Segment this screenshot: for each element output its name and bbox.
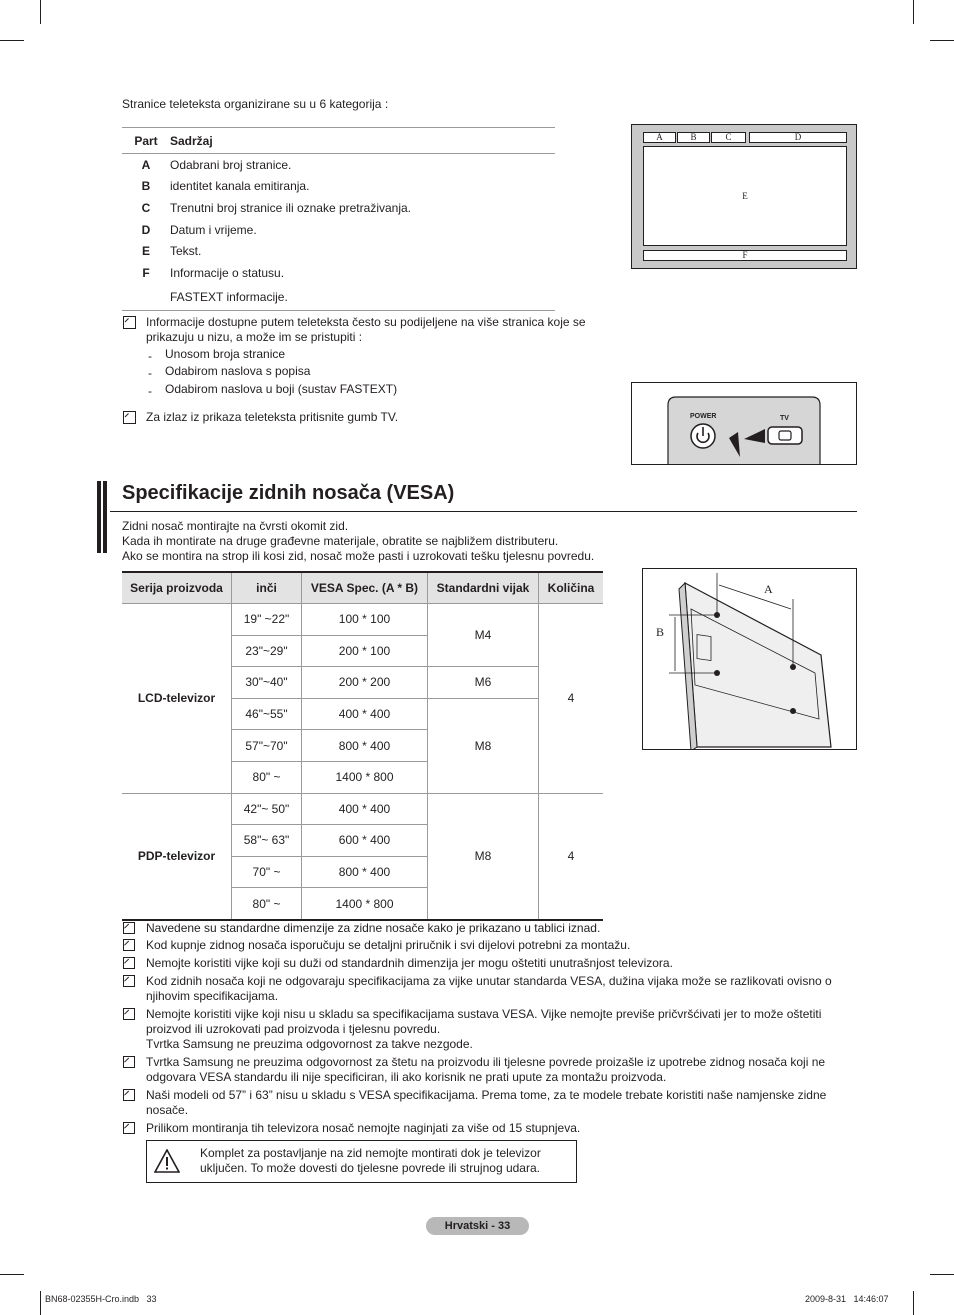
crop-mark bbox=[0, 40, 24, 41]
note-text: Kod kupnje zidnog nosača isporučuju se detaljni priručnik i svi dijelovi potrebni za montažu. bbox=[146, 938, 631, 952]
warning-box bbox=[146, 1140, 577, 1183]
part-key: C bbox=[141, 200, 151, 215]
col-header: Standardni vijak bbox=[428, 572, 539, 604]
vesa-spec: 400 * 400 bbox=[302, 698, 428, 730]
part-key bbox=[122, 284, 170, 311]
part-key: B bbox=[141, 179, 151, 194]
note-text: Kod zidnih nosača koji ne odgovaraju specifikacijama za vijke unutar standarda VESA, dužina vijaka može se razlikovati ovisno o njihovim specifikacijama. bbox=[146, 974, 832, 1003]
crop-mark bbox=[930, 40, 954, 41]
crop-mark bbox=[40, 1291, 41, 1315]
note-icon bbox=[123, 1008, 135, 1020]
vesa-spec: 400 * 400 bbox=[302, 793, 428, 825]
screen-label-d: D bbox=[749, 132, 847, 143]
info-bullet: Unosom broja stranice bbox=[165, 347, 286, 361]
crop-mark bbox=[40, 0, 41, 24]
screw-size: M8 bbox=[428, 793, 539, 920]
remote-diagram bbox=[631, 382, 857, 465]
note-text: Nemojte koristiti vijke koji su duži od standardnih dimenzija jer mogu oštetiti unutrašnjost televizora. bbox=[146, 956, 673, 970]
diagram-label-b: B bbox=[656, 625, 665, 639]
vesa-spec: 800 * 400 bbox=[302, 856, 428, 888]
crop-mark bbox=[930, 1274, 954, 1275]
col-content: Sadržaj bbox=[170, 128, 555, 154]
section-intro-line: Ako se montira na strop ili kosi zid, nosač može pasti i uzrokovati tešku tjelesnu povredu. bbox=[122, 549, 595, 563]
exit-note: Za izlaz iz prikaza teleteksta pritisnite gumb TV. bbox=[146, 410, 399, 424]
note-icon bbox=[123, 1056, 135, 1068]
screw-size: M8 bbox=[428, 698, 539, 793]
vesa-spec: 200 * 200 bbox=[302, 667, 428, 699]
vesa-spec-table bbox=[122, 571, 603, 921]
note-text: Navedene su standardne dimenzije za zidne nosače kako je prikazano u tablici iznad. bbox=[146, 921, 601, 935]
section-marker bbox=[103, 481, 107, 553]
part-desc: Datum i vrijeme. bbox=[170, 222, 257, 237]
inch-range: 42"~ 50" bbox=[232, 793, 302, 825]
part-desc: Informacije o statusu. bbox=[170, 265, 285, 280]
inch-range: 57"~70" bbox=[232, 730, 302, 762]
teletext-screen-diagram bbox=[631, 124, 857, 269]
inch-range: 19" ~22" bbox=[232, 604, 302, 636]
note-text: Naši modeli od 57” i 63” nisu u skladu s VESA specifikacijama. Prema tome, za te modele trebate koristiti naše namjenske zidne nosače. bbox=[146, 1088, 827, 1117]
inch-range: 30"~40" bbox=[232, 667, 302, 699]
note-text: Nemojte koristiti vijke koji nisu u skladu sa specifikacijama sustava VESA. Vijke nemojte previše pričvršćivati jer to može oštetiti proizvod ili uzrokovati pad proizvoda i tjelesnu povredu. bbox=[146, 1007, 822, 1036]
info-bullet: Odabirom naslova s popisa bbox=[165, 364, 311, 378]
section-intro-line: Zidni nosač montirajte na čvrsti okomit zid. bbox=[122, 519, 349, 533]
bullet-dash: - bbox=[148, 366, 152, 380]
info-note: Informacije dostupne putem teleteksta često su podijeljene na više stranica koje se prikazuju u nizu, a može im se pristupiti : bbox=[146, 315, 586, 344]
inch-range: 80" ~ bbox=[232, 888, 302, 920]
footer-date: 2009-8-31 14:46:07 bbox=[805, 1294, 889, 1304]
note-text: Tvrtka Samsung ne preuzima odgovornost za štetu na proizvodu ili tjelesne povrede proizašle iz upotrebe zidnog nosača koji ne odgovara VESA standardu ili nije specificiran, ili ako korisnik ne prati upute za montažu proizvoda. bbox=[146, 1055, 826, 1084]
screen-label-c: C bbox=[711, 132, 746, 143]
tv-back-illustration bbox=[643, 569, 857, 750]
note-text-extra: Tvrtka Samsung ne preuzima odgovornost za takve nezgode. bbox=[146, 1037, 473, 1051]
screen-label-a: A bbox=[643, 132, 676, 143]
warning-text: Komplet za postavljanje na zid nemojte montirati dok je televizor uključen. To može dovesti do tjelesne povrede ili strujnog udara. bbox=[200, 1146, 541, 1175]
crop-mark bbox=[0, 1274, 24, 1275]
section-rule bbox=[110, 511, 857, 512]
note-icon bbox=[123, 957, 135, 969]
intro-text: Stranice teleteksta organizirane su u 6 kategorija : bbox=[122, 97, 389, 111]
col-header: Serija proizvoda bbox=[122, 572, 232, 604]
bullet-dash: - bbox=[148, 349, 152, 363]
section-title: Specifikacije zidnih nosača (VESA) bbox=[122, 482, 455, 504]
series-name: LCD-televizor bbox=[122, 604, 232, 794]
vesa-spec: 1400 * 800 bbox=[302, 888, 428, 920]
inch-range: 46"~55" bbox=[232, 698, 302, 730]
part-key: A bbox=[141, 157, 151, 172]
section-intro-line: Kada ih montirate na druge građevne materijale, obratite se najbližem distributeru. bbox=[122, 534, 559, 548]
part-key: E bbox=[141, 244, 150, 259]
remote-illustration bbox=[632, 383, 857, 465]
screw-size: M4 bbox=[428, 604, 539, 667]
col-header: inči bbox=[232, 572, 302, 604]
note-icon bbox=[123, 1089, 135, 1101]
tv-label: TV bbox=[780, 415, 789, 422]
note-icon bbox=[123, 316, 136, 329]
quantity: 4 bbox=[539, 604, 604, 794]
part-desc: Trenutni broj stranice ili oznake pretraživanja. bbox=[170, 200, 412, 215]
vesa-spec: 100 * 100 bbox=[302, 604, 428, 636]
series-name: PDP-televizor bbox=[122, 793, 232, 920]
part-key: D bbox=[141, 222, 151, 237]
part-desc: Tekst. bbox=[170, 244, 202, 259]
inch-range: 80" ~ bbox=[232, 761, 302, 793]
note-icon bbox=[123, 939, 135, 951]
info-bullet: Odabirom naslova u boji (sustav FASTEXT) bbox=[165, 382, 398, 396]
screen-label-f: F bbox=[643, 250, 847, 261]
inch-range: 70" ~ bbox=[232, 856, 302, 888]
inch-range: 23"~29" bbox=[232, 635, 302, 667]
note-icon bbox=[123, 1122, 135, 1134]
section-marker bbox=[97, 481, 101, 553]
vesa-spec: 800 * 400 bbox=[302, 730, 428, 762]
bullet-dash: - bbox=[148, 384, 152, 398]
vesa-spec: 1400 * 800 bbox=[302, 761, 428, 793]
footer-file: BN68-02355H-Cro.indb 33 bbox=[45, 1294, 157, 1304]
note-icon bbox=[123, 922, 135, 934]
vesa-spec: 200 * 100 bbox=[302, 635, 428, 667]
diagram-label-a: A bbox=[764, 582, 773, 596]
part-key: F bbox=[142, 265, 150, 280]
hand-note-icon bbox=[123, 411, 136, 424]
teletext-parts-table bbox=[122, 127, 555, 311]
part-desc: FASTEXT informacije. bbox=[170, 284, 555, 311]
inch-range: 58"~ 63" bbox=[232, 825, 302, 857]
tv-back-diagram bbox=[642, 568, 857, 750]
quantity: 4 bbox=[539, 793, 604, 920]
crop-mark bbox=[913, 0, 914, 24]
vesa-spec: 600 * 400 bbox=[302, 825, 428, 857]
screen-label-b: B bbox=[677, 132, 710, 143]
part-desc: Odabrani broj stranice. bbox=[170, 157, 292, 172]
power-label: POWER bbox=[690, 413, 717, 420]
crop-mark bbox=[913, 1291, 914, 1315]
screw-size: M6 bbox=[428, 667, 539, 699]
note-text: Prilikom montiranja tih televizora nosač nemojte naginjati za više od 15 stupnjeva. bbox=[146, 1121, 581, 1135]
col-header: VESA Spec. (A * B) bbox=[302, 572, 428, 604]
part-desc: identitet kanala emitiranja. bbox=[170, 179, 310, 194]
note-icon bbox=[123, 975, 135, 987]
col-header: Količina bbox=[539, 572, 604, 604]
warning-icon bbox=[154, 1149, 180, 1173]
col-part: Part bbox=[122, 128, 170, 154]
screen-label-e: E bbox=[643, 146, 847, 246]
page-label: Hrvatski - 33 bbox=[426, 1217, 529, 1235]
